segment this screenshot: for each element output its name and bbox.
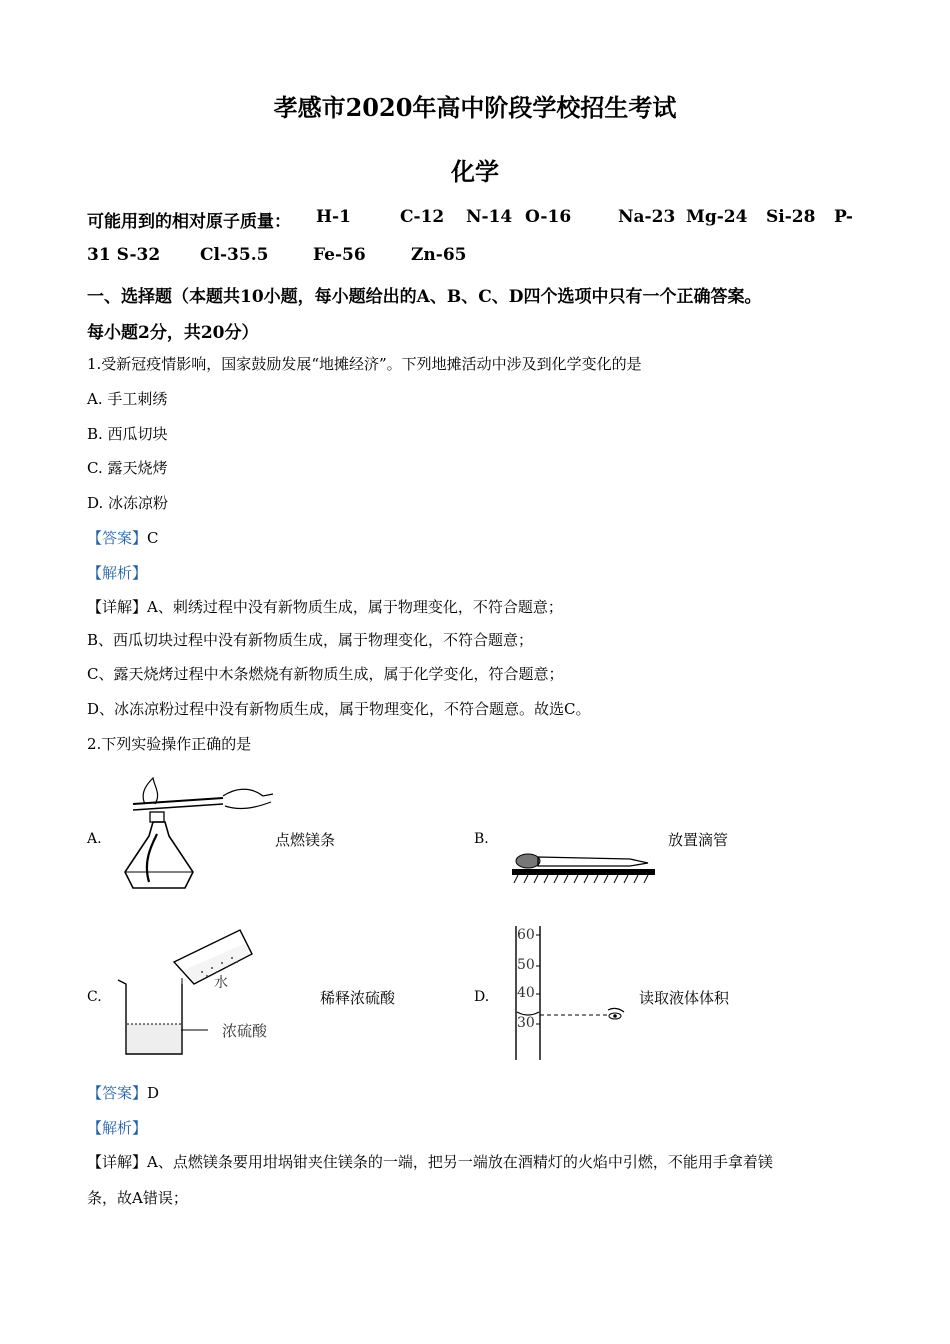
answer-value: D <box>147 1084 160 1102</box>
atomic-masses-label: 可能用到的相对原子质量： <box>87 212 291 232</box>
atomic-mass-item: N-14 <box>466 207 513 227</box>
q1-detail: 【详解】A、刺绣过程中没有新物质生成，属于物理变化，不符合题意； <box>87 598 563 616</box>
q1-detail: D、冰冻凉粉过程中没有新物质生成，属于物理变化，不符合题意。故选C。 <box>87 700 591 718</box>
answer-tag: 【答案】 <box>87 1084 148 1102</box>
q1-option-a: A. 手工刺绣 <box>87 390 168 408</box>
q2-analysis-tag: 【解析】 <box>87 1119 148 1137</box>
answer-tag: 【答案】 <box>87 529 148 547</box>
atomic-mass-item: Si-28 <box>766 207 816 227</box>
q2-option-d-caption: 读取液体体积 <box>639 989 730 1007</box>
q1-option-b: B. 西瓜切块 <box>87 425 168 443</box>
tick-label: 40 <box>517 985 535 1001</box>
tick-label: 60 <box>517 927 535 943</box>
q1-detail: B、西瓜切块过程中没有新物质生成，属于物理变化，不符合题意； <box>87 631 534 649</box>
atomic-mass-item: Fe-56 <box>313 245 366 265</box>
atomic-mass-item: Na-23 <box>618 207 676 227</box>
water-label: 水 <box>214 975 228 991</box>
q2-option-a-caption: 点燃镁条 <box>275 831 336 849</box>
atomic-mass-item: O-16 <box>525 207 572 227</box>
atomic-mass-item: 31 S-32 <box>87 245 161 265</box>
q1-stem: 1.受新冠疫情影响，国家鼓励发展“地摊经济”。下列地摊活动中涉及到化学变化的是 <box>87 355 642 373</box>
q2-option-d-letter: D. <box>474 989 490 1005</box>
q1-detail: C、露天烧烤过程中木条燃烧有新物质生成，属于化学变化，符合题意； <box>87 665 564 683</box>
subject-title: 化学 <box>451 157 499 186</box>
q1-analysis-tag: 【解析】 <box>87 564 148 582</box>
acid-label: 浓硫酸 <box>222 1022 268 1040</box>
exam-title: 孝感市2020年高中阶段学校招生考试 <box>273 93 677 122</box>
atomic-mass-item: Cl-35.5 <box>200 245 269 265</box>
q1-answer <box>87 527 159 548</box>
section-heading-cont: 每小题2分，共20分） <box>87 323 259 343</box>
q2-option-b-caption: 放置滴管 <box>668 831 729 849</box>
q2-option-b-letter: B. <box>474 831 489 847</box>
q2-detail-cont: 条，故A错误； <box>87 1189 188 1207</box>
q2-stem: 2.下列实验操作正确的是 <box>87 735 252 753</box>
q2-answer <box>87 1082 159 1103</box>
q2-option-a-letter: A. <box>87 831 102 847</box>
alcohol-lamp-figure <box>115 776 280 896</box>
tick-label: 30 <box>517 1015 535 1031</box>
q2-option-c-letter: C. <box>87 989 102 1005</box>
atomic-mass-item: Zn-65 <box>411 245 467 265</box>
beaker-dilution-figure <box>112 926 292 1062</box>
q1-option-c: C. 露天烧烤 <box>87 459 168 477</box>
atomic-mass-item: P- <box>834 207 853 227</box>
q1-option-d: D. 冰冻凉粉 <box>87 494 169 512</box>
atomic-mass-item: H-1 <box>316 207 351 227</box>
q2-option-c-caption: 稀释浓硫酸 <box>320 989 396 1007</box>
answer-value: C <box>147 529 159 547</box>
q2-detail: 【详解】A、点燃镁条要用坩埚钳夹住镁条的一端，把另一端放在酒精灯的火焰中引燃，不能用手拿着镁 <box>87 1153 773 1171</box>
atomic-mass-item: C-12 <box>400 207 445 227</box>
section-heading: 一、选择题（本题共10小题，每小题给出的A、B、C、D四个选项中只有一个正确答案。 <box>87 287 762 307</box>
atomic-mass-item: Mg-24 <box>686 207 748 227</box>
tick-label: 50 <box>517 957 535 973</box>
dropper-figure <box>508 845 658 887</box>
